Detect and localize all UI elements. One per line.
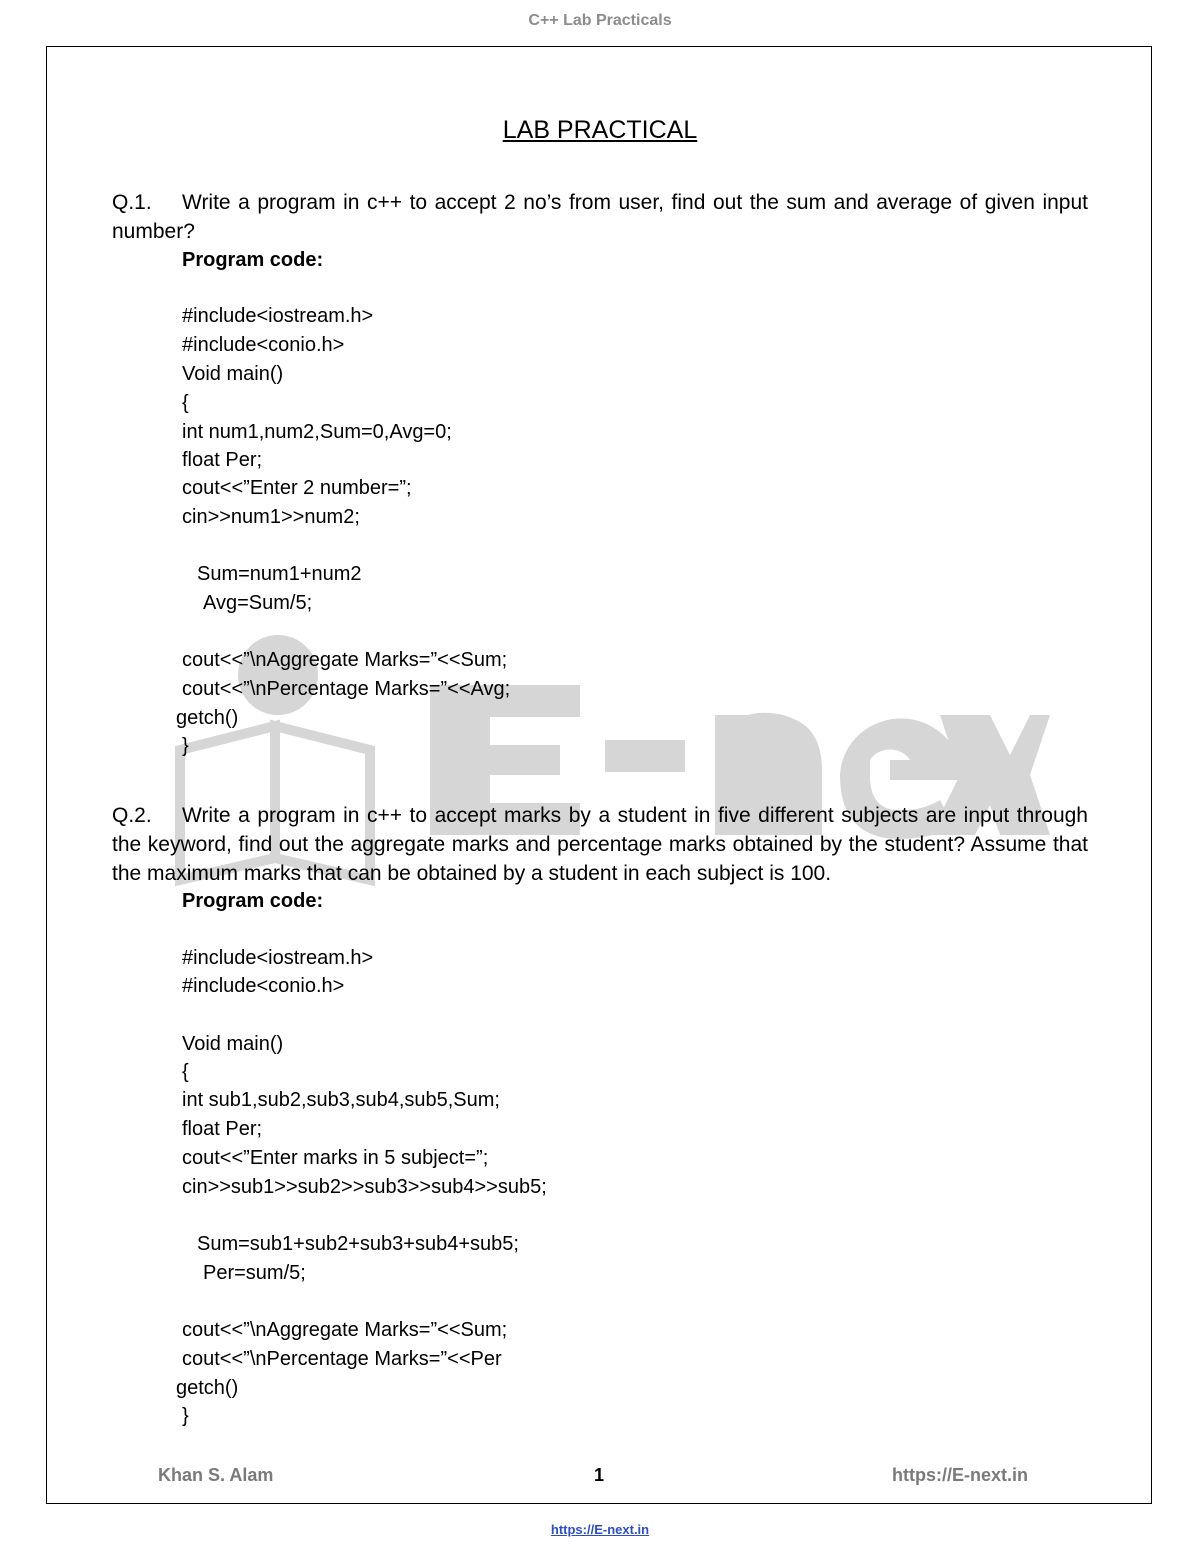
code-line: { [182,1061,189,1083]
code-line: cin>>num1>>num2; [182,506,360,528]
code-line: Sum=num1+num2 [197,563,362,585]
code-line: int num1,num2,Sum=0,Avg=0; [182,421,452,443]
code-line: Void main() [182,1033,284,1055]
code-line: cout<<”Enter marks in 5 subject=”; [182,1147,489,1169]
bottom-site-link[interactable]: https://E-next.in [550,1522,650,1537]
document-title: LAB PRACTICAL [502,116,698,144]
running-header: C++ Lab Practicals [528,12,672,29]
code-line: cout<<”Enter 2 number=”; [182,477,412,499]
code-line: Sum=sub1+sub2+sub3+sub4+sub5; [197,1233,519,1255]
footer-author: Khan S. Alam [158,1465,274,1485]
question-number: Q.1. [112,191,152,214]
code-line: float Per; [182,449,263,471]
code-line: { [182,392,189,414]
code-line: #include<conio.h> [182,975,345,997]
program-code-heading: Program code: [182,249,324,271]
code-line: getch() [176,707,239,729]
code-line: getch() [176,1377,239,1399]
code-line: } [182,735,189,757]
code-line: float Per; [182,1118,263,1140]
code-line: Void main() [182,363,284,385]
question-1 [112,188,1088,246]
code-line: cout<<”\nPercentage Marks=”<<Avg; [182,678,511,700]
code-line: #include<iostream.h> [182,947,374,969]
question-text: Write a program in c++ to accept 2 no’s from user, find out the sum and average of given input number? [112,191,1088,243]
code-line: int sub1,sub2,sub3,sub4,sub5,Sum; [182,1089,500,1111]
code-line: #include<conio.h> [182,334,345,356]
code-line: cout<<”\nPercentage Marks=”<<Per [182,1348,502,1370]
question-text: Write a program in c++ to accept marks by a student in five different subjects are input through the keyword, find out the aggregate marks and percentage marks obtained by the student? Assume that the maximum marks that can be obtained by a student in each subject is 100. [112,804,1088,885]
code-line: #include<iostream.h> [182,305,374,327]
footer-page-number: 1 [594,1465,605,1485]
question-number: Q.2. [112,804,152,827]
code-line: Avg=Sum/5; [203,592,313,614]
footer-site: https://E-next.in [892,1465,1028,1485]
code-line: cout<<”\nAggregate Marks=”<<Sum; [182,649,508,671]
program-code-heading: Program code: [182,890,324,912]
question-2 [112,801,1088,888]
code-line: } [182,1405,189,1427]
code-line: cin>>sub1>>sub2>>sub3>>sub4>>sub5; [182,1176,547,1198]
code-line: cout<<”\nAggregate Marks=”<<Sum; [182,1319,508,1341]
code-line: Per=sum/5; [203,1262,306,1284]
